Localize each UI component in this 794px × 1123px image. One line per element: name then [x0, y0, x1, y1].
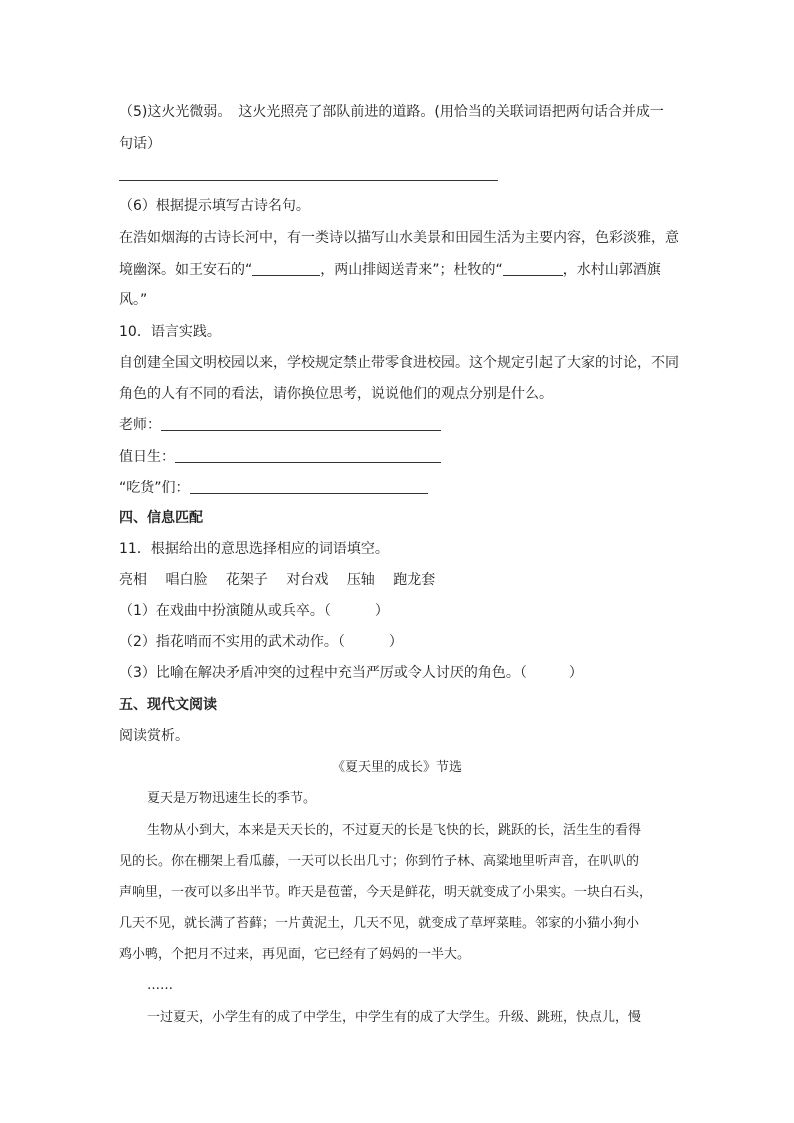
teacher-row [119, 415, 441, 435]
passage-para-2-line-4: 几天不见，就长满了苔藓；一片黄泥土，几天不见，就变成了草坪菜畦。邻家的小猫小狗小 [119, 916, 640, 931]
foodie-row [119, 478, 428, 498]
poem-blank-2[interactable] [503, 261, 563, 276]
passage-para-2-line-3: 声响里，一夜可以多出半节。昨天是苞蕾，今天是鲜花，明天就变成了小果实。一块白石头， [119, 885, 653, 900]
foodie-answer-line[interactable] [190, 479, 428, 494]
q9-6-line-1: 在浩如烟海的古诗长河中，有一类诗以描写山水美景和田园生活为主要内容，色彩淡雅，意 [119, 230, 679, 246]
q11-item-1 [119, 601, 389, 621]
section-4-title: 四、信息匹配 [119, 510, 203, 526]
q9-5-line-2: 句话） [119, 136, 161, 152]
word-option: 跑龙套 [393, 572, 436, 588]
word-option: 对台戏 [286, 572, 329, 588]
word-option: 唱白脸 [165, 572, 208, 588]
q11-item-1-text: （1）在戏曲中扮演随从或兵卒。（ [119, 603, 331, 619]
word-option: 压轴 [346, 572, 375, 588]
q9-5-answer-line[interactable] [119, 180, 498, 181]
passage-para-2-line-2: 见的长。你在棚架上看瓜藤，一天可以长出几寸；你到竹子林、高粱地里听声音，在叭叭的 [119, 854, 640, 869]
duty-label: 值日生： [119, 449, 175, 465]
foodie-label: “吃货”们： [119, 480, 190, 496]
word-option: 花架子 [225, 572, 268, 588]
close-paren: ） [568, 665, 583, 681]
q11-item-3 [119, 663, 583, 683]
section-5-title: 五、现代文阅读 [119, 697, 217, 713]
q11-item-3-text: （3）比喻在解决矛盾冲突的过程中充当严厉或令人讨厌的角色。（ [119, 665, 527, 681]
q10-line-1: 自创建全国文明校园以来，学校规定禁止带零食进校园。这个规定引起了大家的讨论，不同 [119, 355, 679, 371]
passage-para-2-line-1: 生物从小到大，本来是天天长的，不过夏天的长是飞快的长，跳跃的长，活生生的看得 [147, 823, 642, 838]
passage-para-3-line-1: 一过夏天，小学生有的成了中学生，中学生有的成了大学生。升级、跳班，快点儿，慢 [147, 1010, 642, 1025]
duty-answer-line[interactable] [175, 448, 441, 463]
teacher-label: 老师： [119, 417, 161, 433]
q9-6-text-b: ，两山排闼送青来”；杜牧的“ [320, 262, 503, 278]
duty-row [119, 447, 441, 467]
passage-ellipsis: …… [147, 978, 173, 993]
close-paren: ） [388, 634, 403, 650]
word-bank [119, 570, 449, 590]
q9-6-text-a: 境幽深。如王安石的“ [119, 262, 253, 278]
q9-5-line-1: （5)这火光微弱。 这火光照亮了部队前进的道路。(用恰当的关联词语把两句话合并成一 [119, 104, 664, 120]
word-option: 亮相 [119, 572, 147, 588]
passage-para-1: 夏天是万物迅速生长的季节。 [147, 791, 317, 806]
close-paren: ） [374, 603, 389, 619]
passage-para-2-line-5: 鸡小鸭，个把月不过来，再见面，它已经有了妈妈的一半大。 [119, 947, 471, 962]
q9-6-heading: （6）根据提示填写古诗名句。 [119, 198, 310, 214]
q11-instruction: 11．根据给出的意思选择相应的词语填空。 [119, 541, 389, 557]
poem-blank-1[interactable] [252, 261, 320, 276]
teacher-answer-line[interactable] [161, 416, 441, 431]
q10-title: 10．语言实践。 [119, 324, 221, 340]
q9-6-text-c: ，水村山郭酒旗 [562, 262, 661, 278]
q11-item-2-text: （2）指花哨而不实用的武术动作。（ [119, 634, 345, 650]
q11-item-2 [119, 632, 403, 652]
passage-title: 《夏天里的成长》节选 [331, 760, 462, 775]
q9-6-line-2 [119, 260, 661, 280]
q10-line-2: 角色的人有不同的看法，请你换位思考，说说他们的观点分别是什么。 [119, 386, 553, 402]
reading-intro: 阅读赏析。 [119, 728, 189, 744]
q9-6-line-3: 风。” [119, 292, 148, 308]
